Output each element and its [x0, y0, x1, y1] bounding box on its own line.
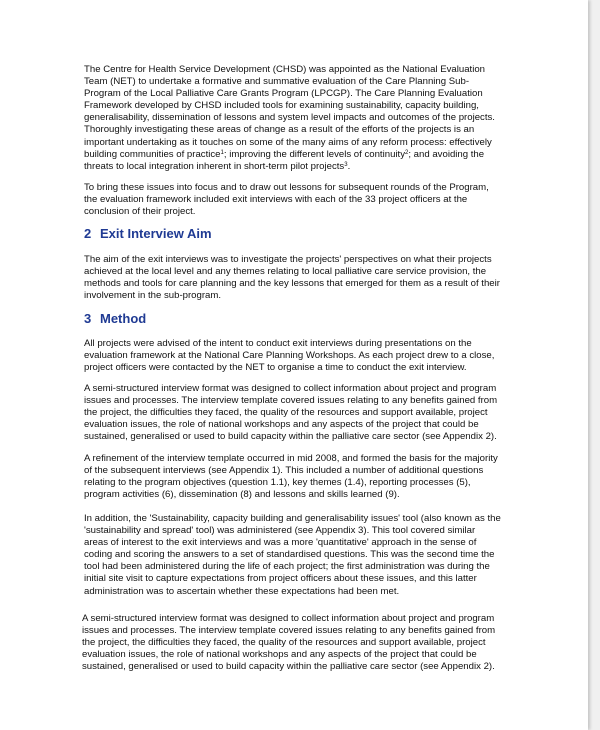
intro-paragraph: The Centre for Health Service Development (CHSD) was appointed as the National Evaluation Team (NET) to undertake a formative and summative evaluation of the Care Planning Sub- Program of the Local Palliative Care Grants Program (LPCGP). The Care Planning Evaluation Framework developed by CHSD included tools for examining sustainability, capacity building, generalisability, dissemination of lessons and system level impacts and outcomes of the projects. Thoroughly investigating these areas of change as a result of the efforts of the projects is an important undertaking as it touches on some of the many aims of any reform process: effectively building communities of practice$^1$; improving the different levels of continuity$^2$; and avoiding the threats to local integration inherent in short-term pilot projects$^3$.	[84, 64, 495, 172]
method-paragraph-1: All projects were advised of the intent to conduct exit interviews during presentations on the evaluation framework at the National Care Planning Workshops. As each project drew to a close, project officers were contacted by the NET to organise a time to conduct the exit interview.	[84, 338, 495, 374]
aim-paragraph: The aim of the exit interviews was to investigate the projects' perspectives on what their projects achieved at the local level and any themes relating to local palliative care service provision, the methods and tools for care planning and the key lessons that emerged for them as a result of their involvement in the sub-program.	[84, 254, 500, 302]
method-paragraph-5: A semi-structured interview format was designed to collect information about project and program issues and processes. The interview template covered issues relating to any benefits gained from the project, the difficulties they faced, the quality of the resources and support available, project evaluation issues, the role of national workshops and any aspects of the project that could be sustained, generalised or used to build capacity within the palliative care sector (see Appendix 2).	[82, 613, 496, 673]
focus-paragraph: To bring these issues into focus and to draw out lessons for subsequent rounds of the Program, the evaluation framework included exit interviews with each of the 33 project officers at the conclusion of their project.	[84, 182, 489, 218]
heading-method: 3 Method	[84, 311, 147, 326]
method-paragraph-3: A refinement of the interview template occurred in mid 2008, and formed the basis for the majority of the subsequent interviews (see Appendix 1). This included a number of additional questions relating to the program objectives (question 1.1), key themes (1.4), reporting processes (5), program activities (6), dissemination (8) and lessons and skills learned (9).	[84, 453, 498, 501]
heading-exit-interview-aim: 2 Exit Interview Aim	[84, 226, 212, 241]
footnote-ref-2[interactable]: 2	[405, 149, 409, 156]
footnote-ref-3[interactable]: 3	[344, 161, 348, 168]
method-paragraph-2: A semi-structured interview format was designed to collect information about project and program issues and processes. The interview template covered issues relating to any benefits gained from the project, the difficulties they faced, the quality of the resources and support available, project evaluation issues, the role of national workshops and any aspects of the project that could be sustained, generalised or used to build capacity within the palliative care sector (see Appendix 2).	[84, 383, 498, 443]
method-paragraph-4: In addition, the 'Sustainability, capacity building and generalisability issues' tool (also known as the 'sustainability and spread' tool) was administered (see Appendix 3). This tool covered similar areas of interest to the exit interviews and was a more 'quantitative' approach in the sense of coding and scoring the answers to a set of standardised questions. This was the second time the tool had been administered during the life of each project; the first administration was during the initial site visit to capture expectations from project officers about these issues, and this latter administration was to ascertain whether these expectations had been met.	[84, 513, 501, 597]
footnote-ref-1[interactable]: 1	[220, 149, 224, 156]
